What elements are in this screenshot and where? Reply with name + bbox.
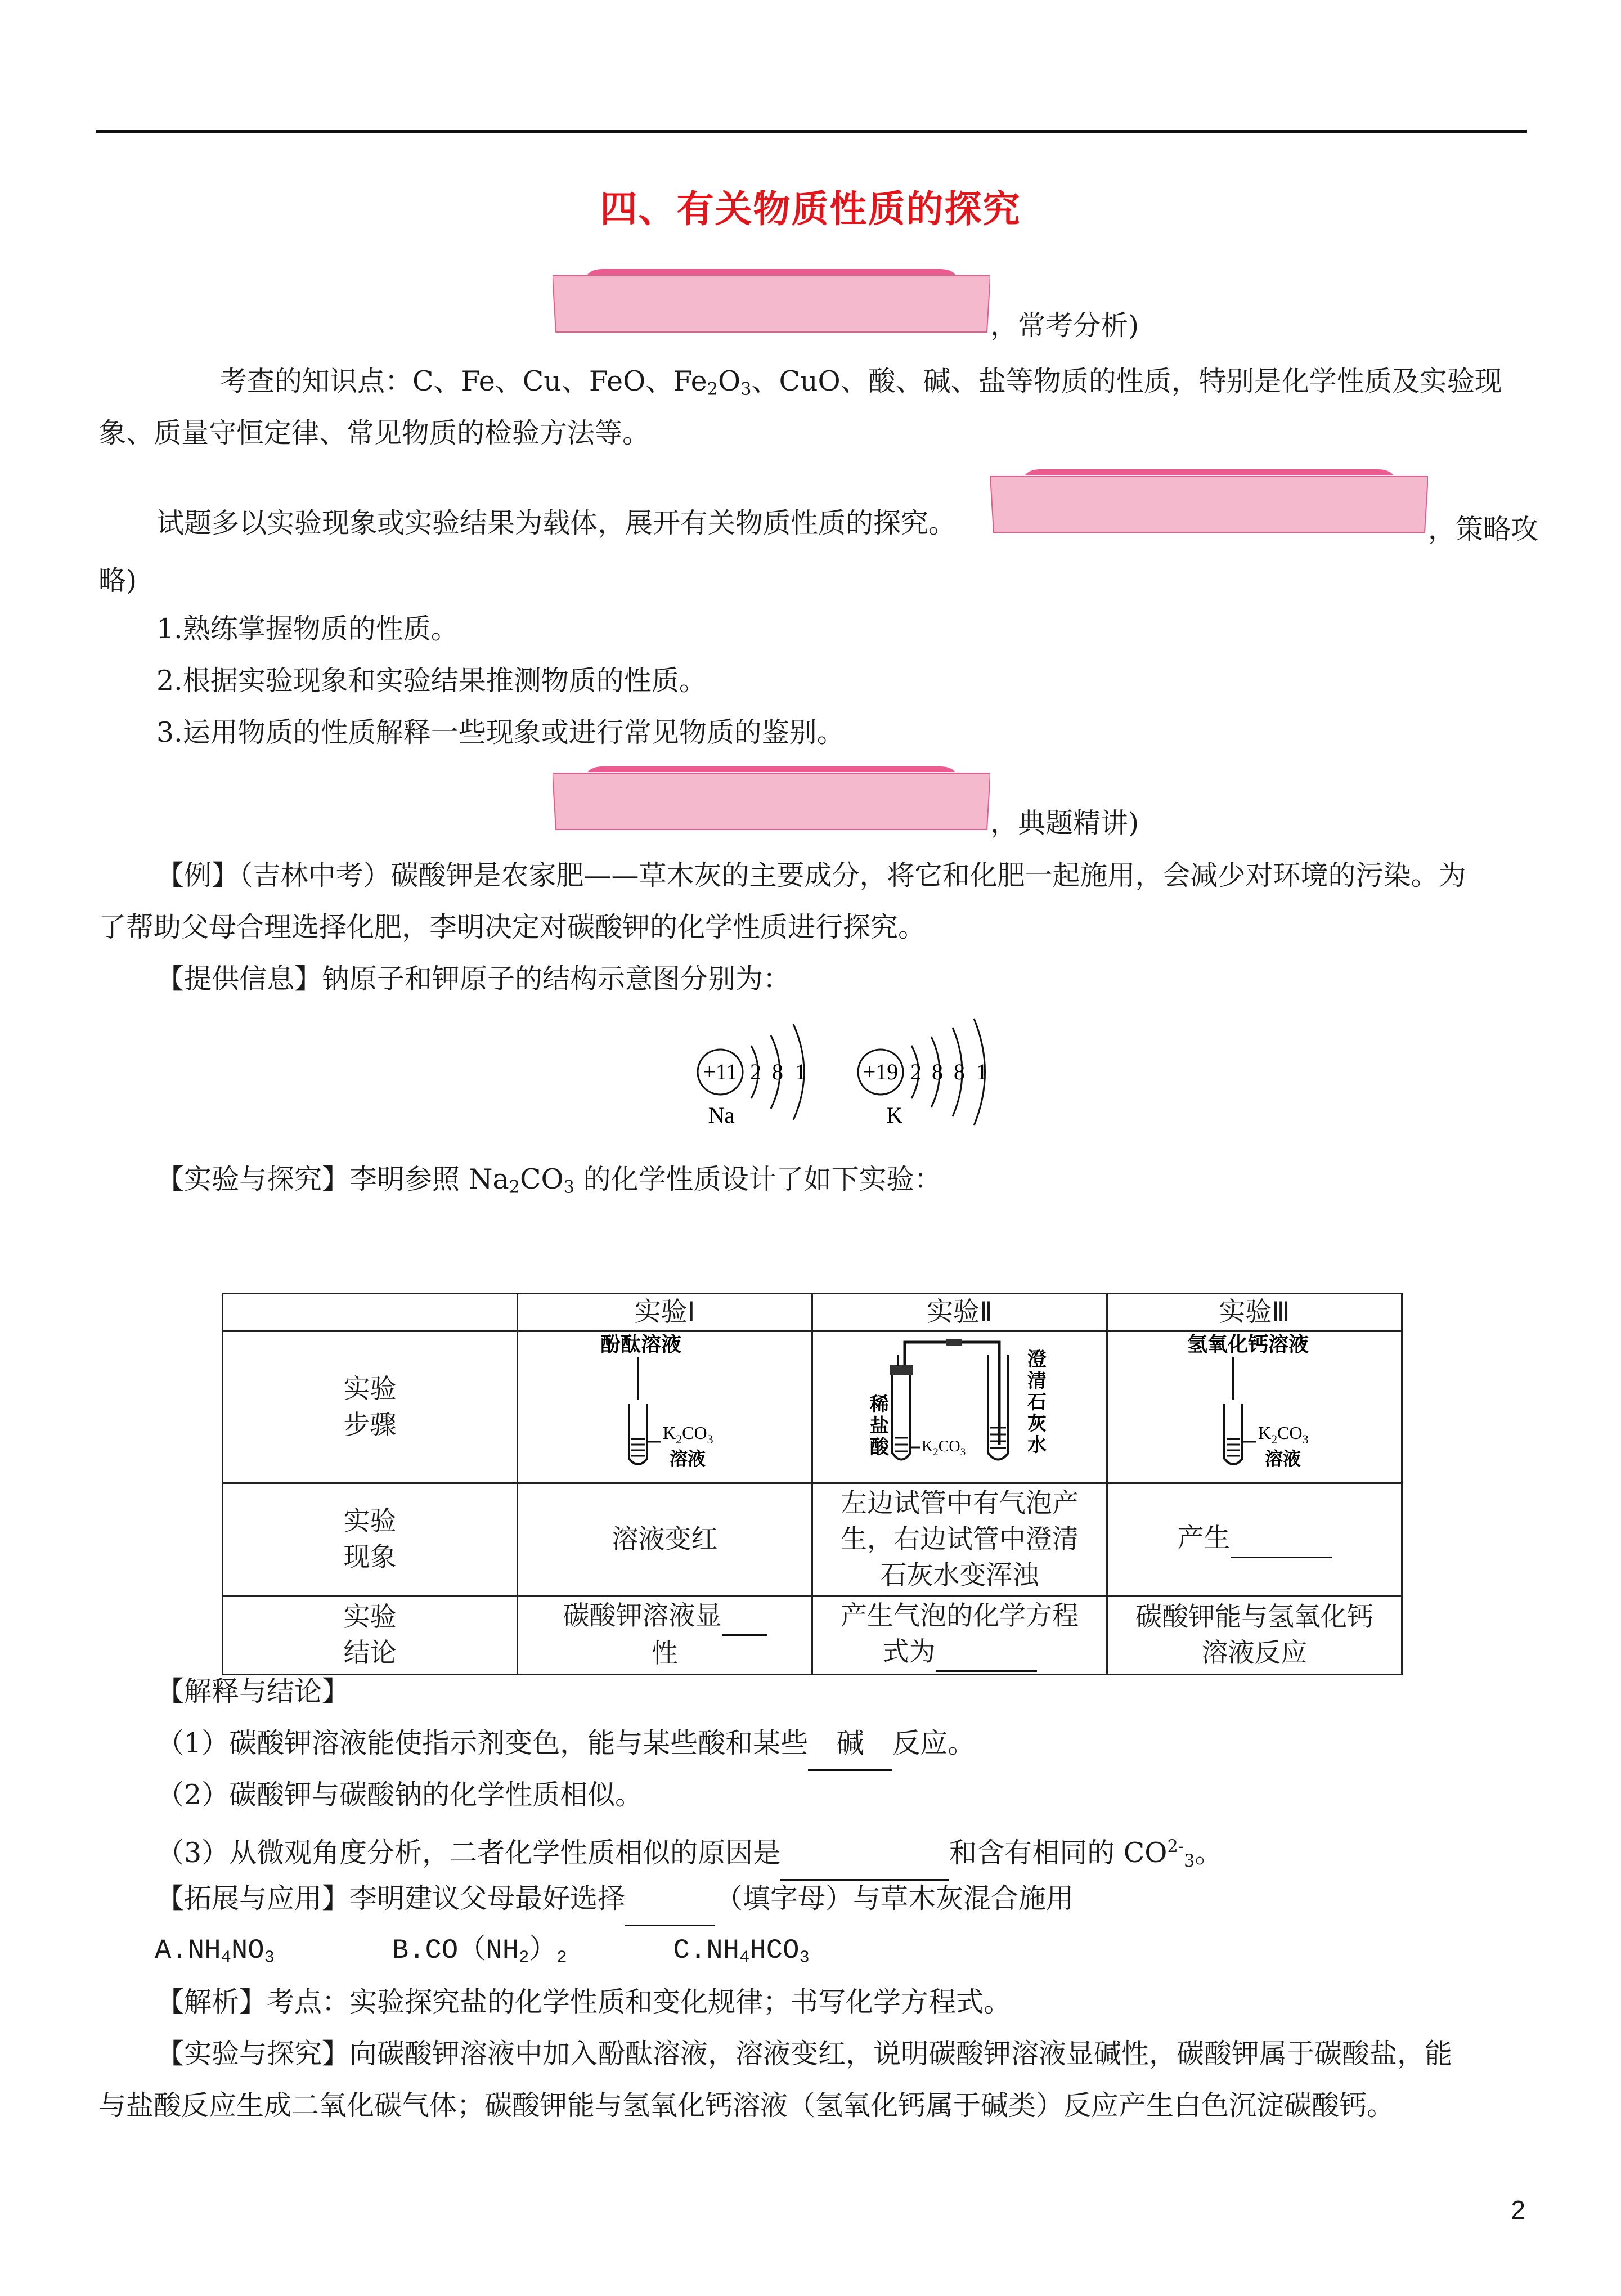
exp3-solution-label: 溶液 [1264,1448,1301,1469]
exp2-right-label-1: 澄 [1027,1348,1047,1371]
potassium-shell-4: 1 [976,1059,987,1084]
option-b[interactable]: $B.CO(NH_2)_2$ [392,1935,567,1968]
option-a[interactable]: $A.NH_4NO_3$ [155,1935,275,1968]
example-line-1: 【例】（吉林中考）碳酸钾是农家肥——草木灰的主要成分，将它和化肥一起施用，会减少对环境的污染。为 [156,859,1466,891]
exp1-reagent-label: 酚酞溶液 [600,1333,681,1356]
analysis-line: 【解析】考点：实验探究盐的化学性质和变化规律；书写化学方程式。 [156,1986,1012,2018]
table-row-conclusion [223,1596,1402,1675]
potassium-shell-2: 8 [932,1059,943,1084]
potassium-nucleus: +19 [863,1059,899,1084]
explain-item-2: （2）碳酸钾与碳酸钠的化学性质相似。 [156,1779,643,1811]
exp1-figure-cell [518,1331,812,1483]
exp2-solution-formula: $K_2CO_3$ [921,1438,966,1458]
analysis-experiment-line-1: 【实验与探究】向碳酸钾溶液中加入酚酞溶液，溶液变红，说明碳酸钾溶液显碱性，碳酸钾属于碳酸盐，能 [156,2038,1453,2070]
exp1-solution-formula: $K_2CO_3$ [662,1423,713,1446]
exp2-phenomenon: 左边试管中有气泡产 生，右边试管中澄清 石灰水变浑浊 [812,1483,1107,1596]
experiment-table [222,1293,1403,1675]
row-label-steps: 实验 步骤 [223,1331,518,1483]
strategy-item-2: 2.根据实验现象和实验结果推测物质的性质。 [156,665,707,697]
exp2-right-label-5: 水 [1027,1434,1047,1456]
banner-label-example: ，典题精讲) [990,807,1139,839]
exp1-phenomenon: 溶液变红 [518,1483,812,1596]
section-banner-analysis [553,269,990,335]
exp2-left-label-3: 酸 [869,1436,889,1459]
section-banner-strategy [990,469,1428,536]
example-line-2: 了帮助父母合理选择化肥，李明决定对碳酸钾的化学性质进行探究。 [98,911,926,943]
table-header-exp3: 实验Ⅲ [1107,1294,1402,1331]
page-number: 2 [1511,2195,1525,2225]
exp1-apparatus [519,1332,811,1473]
explain-heading: 【解释与结论】 [156,1675,350,1707]
intro-line-1: 考查的知识点：C、Fe、Cu、FeO、$Fe_2O_3$、CuO、酸、碱、盐等物质的性质，特别是化学性质及实验现 [219,365,1502,400]
exp2-right-label-4: 灰 [1027,1412,1047,1435]
extend-lead: 【拓展与应用】李明建议父母最好选择 （填字母）与草木灰混合施用 [156,1873,1074,1926]
option-c[interactable]: $C.NH_4HCO_3$ [673,1935,810,1968]
sodium-symbol: Na [708,1102,735,1128]
potassium-shell-1: 2 [910,1059,922,1084]
exp2-conclusion: 产生气泡的化学方程 式为 [812,1596,1107,1675]
strategy-item-3: 3.运用物质的性质解释一些现象或进行常见物质的鉴别。 [156,716,845,748]
exp1-conclusion: 碳酸钾溶液显 性 [518,1596,812,1675]
table-header-row [223,1294,1402,1331]
exp1-solution-label: 溶液 [669,1448,706,1469]
row-label-conclusion: 实验 结论 [223,1596,518,1675]
table-row-phenomena [223,1483,1402,1596]
sodium-shell-3: 1 [795,1059,806,1084]
exp3-apparatus [1108,1332,1401,1473]
exp3-phenomenon: 产生 [1107,1483,1402,1596]
exp2-right-label-2: 清 [1027,1370,1047,1392]
exp2-left-label-1: 稀 [869,1393,889,1416]
table-row-steps [223,1331,1402,1483]
exp3-conclusion: 碳酸钾能与氢氧化钙 溶液反应 [1107,1596,1402,1675]
explain-item-1-answer[interactable]: 碱 [808,1717,892,1771]
strategy-lead: 试题多以实验现象或实验结果为载体，展开有关物质性质的探究。 [156,507,957,539]
exp3-reagent-label: 氢氧化钙溶液 [1187,1333,1309,1356]
extend-options [155,1925,810,1984]
sodium-nucleus: +11 [703,1059,738,1084]
row-label-phenomena: 实验 现象 [223,1483,518,1596]
strategy-item-1: 1.熟练掌握物质的性质。 [156,613,459,645]
atom-structure-diagrams [686,1013,1002,1142]
exp2-figure-cell [812,1331,1107,1483]
section-title: 四、有关物质性质的探究 [600,187,1021,231]
exp2-left-label-2: 盐 [869,1415,889,1437]
experiment-lead: 【实验与探究】李明参照 $Na_2CO_3$ 的化学性质设计了如下实验： [156,1163,942,1198]
exp3-figure-cell [1107,1331,1402,1483]
exp2-equation-blank[interactable] [936,1634,1037,1672]
explain-item-1: （1）碳酸钾溶液能使指示剂变色，能与某些酸和某些 碱 反应。 [156,1717,975,1771]
sodium-shell-1: 2 [750,1059,761,1084]
table-header-exp2: 实验Ⅱ [812,1294,1107,1331]
analysis-experiment-line-2: 与盐酸反应生成二氧化碳气体；碳酸钾能与氢氧化钙溶液（氢氧化钙属于碱类）反应产生白色沉淀碳酸钙。 [98,2089,1395,2122]
banner-label-analysis: ，常考分析) [990,310,1139,342]
provided-info: 【提供信息】钠原子和钾原子的结构示意图分别为： [156,963,791,995]
potassium-atom-diagram [858,1019,987,1128]
potassium-shell-3: 8 [954,1059,965,1084]
exp3-solution-formula: $K_2CO_3$ [1258,1423,1309,1446]
extend-answer-blank[interactable] [625,1873,715,1926]
explain-item-3: （3）从微观角度分析，二者化学性质相似的原因是 和含有相同的 $CO^{2-}_3$。 [156,1821,1222,1887]
potassium-symbol: K [886,1102,903,1128]
table-header-cell [223,1294,518,1331]
banner-label-strategy: ，策略攻 [1428,513,1539,545]
exp3-phenomenon-blank[interactable] [1231,1521,1332,1558]
sodium-shell-2: 8 [772,1059,783,1084]
sodium-atom-diagram [698,1024,806,1128]
table-header-exp1: 实验Ⅰ [518,1294,812,1331]
exp2-right-label-3: 石 [1027,1391,1047,1414]
intro-line-2: 象、质量守恒定律、常见物质的检验方法等。 [98,417,650,449]
section-banner-example [553,766,990,833]
exp2-apparatus [814,1332,1106,1473]
exp1-conclusion-blank[interactable] [722,1598,767,1636]
header-rule [96,130,1527,133]
banner-label-strategy-cont: 略) [98,564,137,597]
